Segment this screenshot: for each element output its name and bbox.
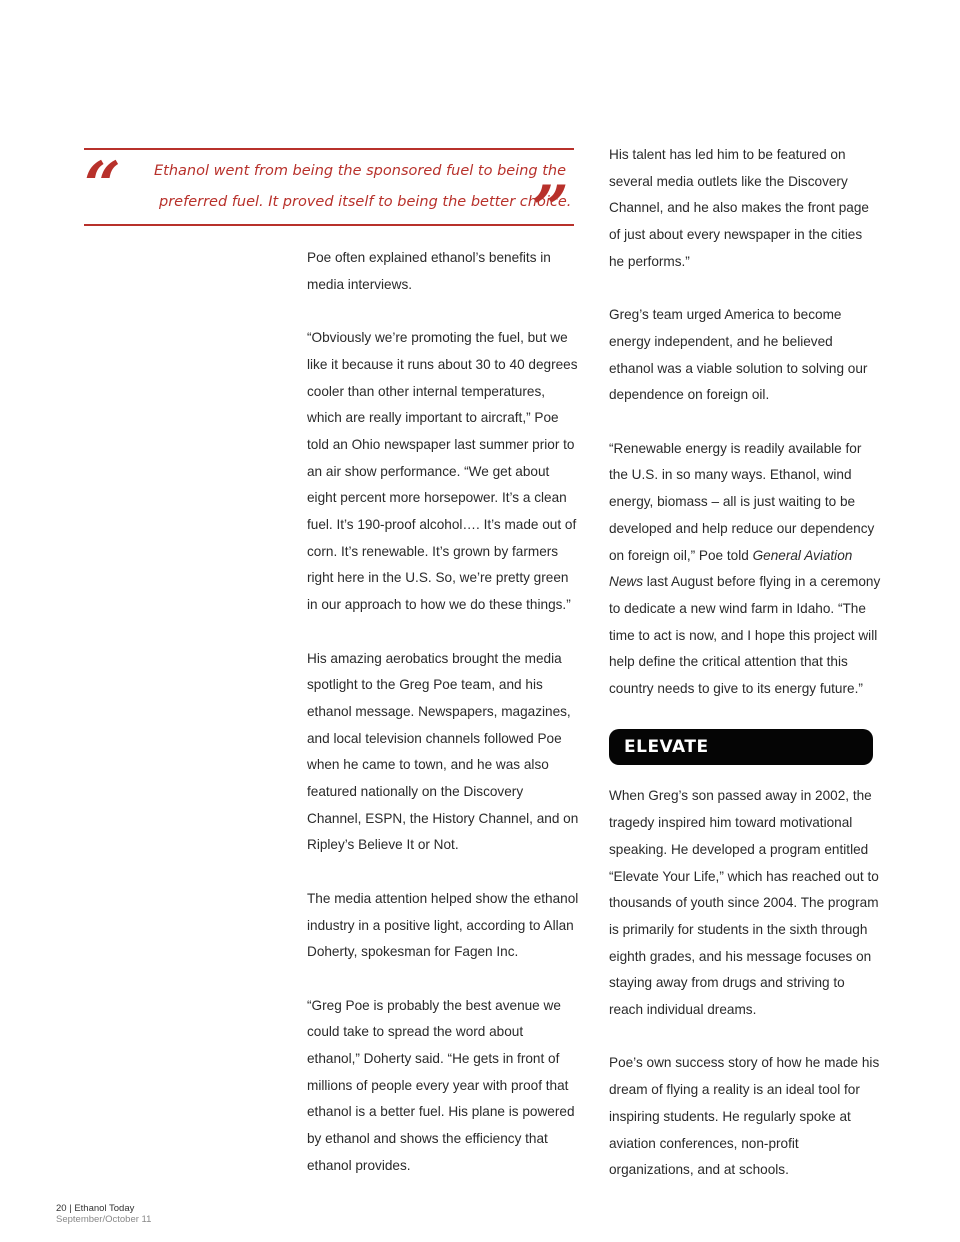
paragraph: The media attention helped show the ethanol industry in a positive light, according to Allan Doherty, spokesman for Fagen Inc. [307,890,579,960]
paragraph: Greg’s team urged America to become energy independent, and he believed ethanol was a viable solution to solving our dependence on foreign oil. [609,307,868,403]
pull-quote-line-2: preferred fuel. It proved itself to being the better choice. [159,194,572,210]
open-quote-icon: “ [84,148,121,223]
pull-quote-line-1: Ethanol went from being the sponsored fuel to being the [154,163,567,179]
paragraph: His talent has led him to be featured on several media outlets like the Discovery Channel, and he also makes the front page of just about every newspaper in the cities he performs.” [609,147,869,269]
article-column-right [609,142,881,1184]
paragraph-text: last August before flying in a ceremony to dedicate a new wind farm in Idaho. “The time to act is now, and I hope this project will help define the critical attention that this country needs to give to its energy future.” [609,574,881,697]
pull-quote [84,148,574,247]
paragraph [609,436,881,703]
page-folio [56,1203,151,1225]
page-number-line: 20 | Ethanol Today [56,1203,135,1214]
paragraph: “Obviously we’re promoting the fuel, but we like it because it runs about 30 to 40 degrees cooler than other internal temperatures, which are really important to aircraft,” Poe told an Ohio newspaper last summer prior to an air show performance. “We get about eight percent more horsepower. It’s a clean fuel. It’s 190-proof alcohol…. It’s made out of corn. It’s renewable. It’s grown by farmers right here in the U.S. So, we’re pretty green in our approach to how we do these things.” [307,330,578,613]
paragraph: Poe’s own success story of how he made his dream of flying a reality is an ideal tool for inspiring students. He regularly spoke at aviation conferences, non-profit organizations, and at schools. [609,1055,880,1178]
paragraph: His amazing aerobatics brought the media spotlight to the Greg Poe team, and his ethanol message. Newspapers, magazines, and local television channels followed Poe when he came to town, and he was also featured nationally on the Discovery Channel, ESPN, the History Channel, and on Ripley’s Believe It or Not. [307,650,579,853]
paragraph-text: “Renewable energy is readily available for the U.S. in so many ways. Ethanol, wind energy, biomass – all is just waiting to be developed and help reduce our dependency on foreign oil,” Poe told [609,440,875,563]
paragraph: When Greg’s son passed away in 2002, the tragedy inspired him toward motivational speaking. He developed a program entitled “Elevate Your Life,” which has reached out to thousands of youth since 2004. The program is primarily for students in the sixth through eighth grades, and his message focuses on staying away from drugs and striving to reach individual dreams. [609,788,879,1018]
paragraph: “Greg Poe is probably the best avenue we could take to spread the word about ethanol,” Doherty said. “He gets in front of millions of people every year with proof that ethanol is a better fuel. His plane is powered by ethanol and shows the efficiency that ethanol provides. [307,997,575,1173]
publication-title: General Aviation News [609,547,853,590]
issue-date: September/October 11 [56,1214,152,1225]
paragraph: Poe often explained ethanol’s benefits in media interviews. [307,250,551,292]
article-column-middle [307,245,579,1180]
section-heading-elevate: ELEVATE [609,729,873,765]
close-quote-icon: ” [532,172,569,247]
